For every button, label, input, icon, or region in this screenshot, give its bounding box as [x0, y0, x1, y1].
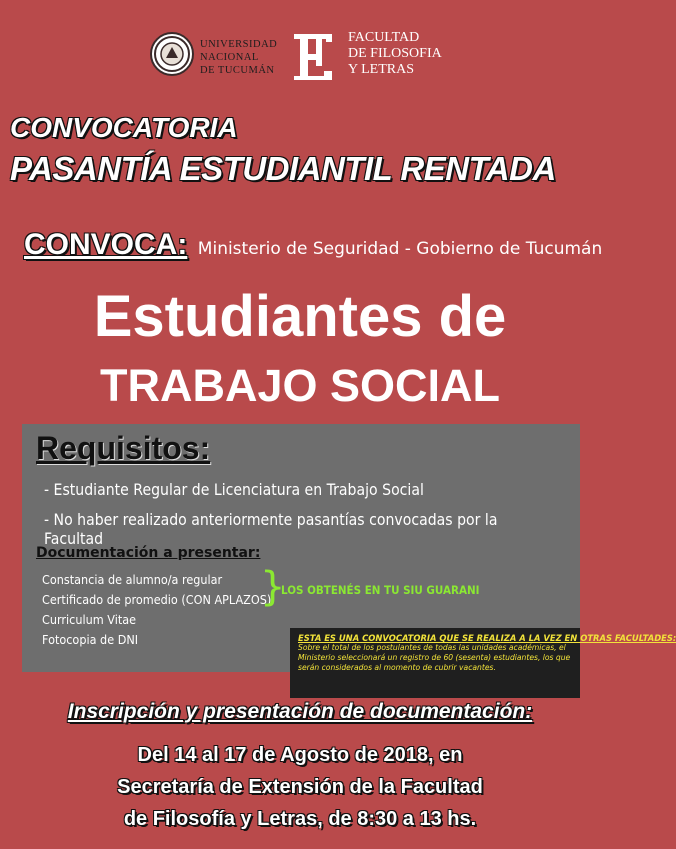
notice-title: ESTA ES UNA CONVOCATORIA QUE SE REALIZA A LA VEZ EN OTRAS FACULTADES:: [298, 633, 676, 643]
inscription-line2: Secretaría de Extensión de la Facultad: [117, 776, 483, 798]
notice-body: Sobre el total de los postulantes de todas las unidades académicas, el Ministerio seleccionará un registro de 60 (sesenta) estudiantes, los que serán considerados al momento de cubrir vacantes.: [298, 643, 571, 672]
documentation-item: Certificado de promedio (CON APLAZOS): [42, 592, 272, 607]
audience-line1: Estudiantes de: [93, 284, 507, 349]
convoca-row: [24, 228, 602, 262]
audience-line2: TRABAJO SOCIAL: [99, 360, 500, 411]
guarani-note: LOS OBTENÉS EN TU SIU GUARANI: [281, 583, 480, 597]
inscription-line1: Del 14 al 17 de Agosto de 2018, en: [137, 744, 463, 766]
brace-icon: }: [260, 564, 286, 610]
requirements-title: Requisitos:: [36, 430, 211, 466]
title-pasantia: PASANTÍA ESTUDIANTIL RENTADA: [10, 150, 556, 187]
inscription-title: Inscripción y presentación de documentación:: [67, 700, 533, 723]
university-seal-icon: [150, 32, 194, 76]
requirement-item: - No haber realizado anteriormente pasantías convocadas por la Facultad: [44, 510, 498, 548]
title-convocatoria: CONVOCATORIA: [10, 112, 238, 143]
inscription-line3: de Filosofía y Letras, de 8:30 a 13 hs.: [123, 808, 477, 830]
university-name: UNIVERSIDAD NACIONAL DE TUCUMÁN: [200, 39, 278, 76]
requirement-item: - Estudiante Regular de Licenciatura en Trabajo Social: [44, 480, 424, 499]
documentation-item: Curriculum Vitae: [42, 612, 137, 627]
ffyl-monogram-logo: [290, 30, 338, 84]
convoca-organization: Ministerio de Seguridad - Gobierno de Tucumán: [197, 239, 603, 259]
documentation-item: Constancia de alumno/a regular: [42, 572, 223, 587]
documentation-item: Fotocopia de DNI: [42, 632, 139, 647]
faculty-name: FACULTAD DE FILOSOFIA Y LETRAS: [348, 30, 442, 77]
notice-box: [290, 628, 676, 698]
convoca-label: CONVOCA:: [24, 228, 188, 261]
documentation-title: Documentación a presentar:: [36, 545, 261, 561]
